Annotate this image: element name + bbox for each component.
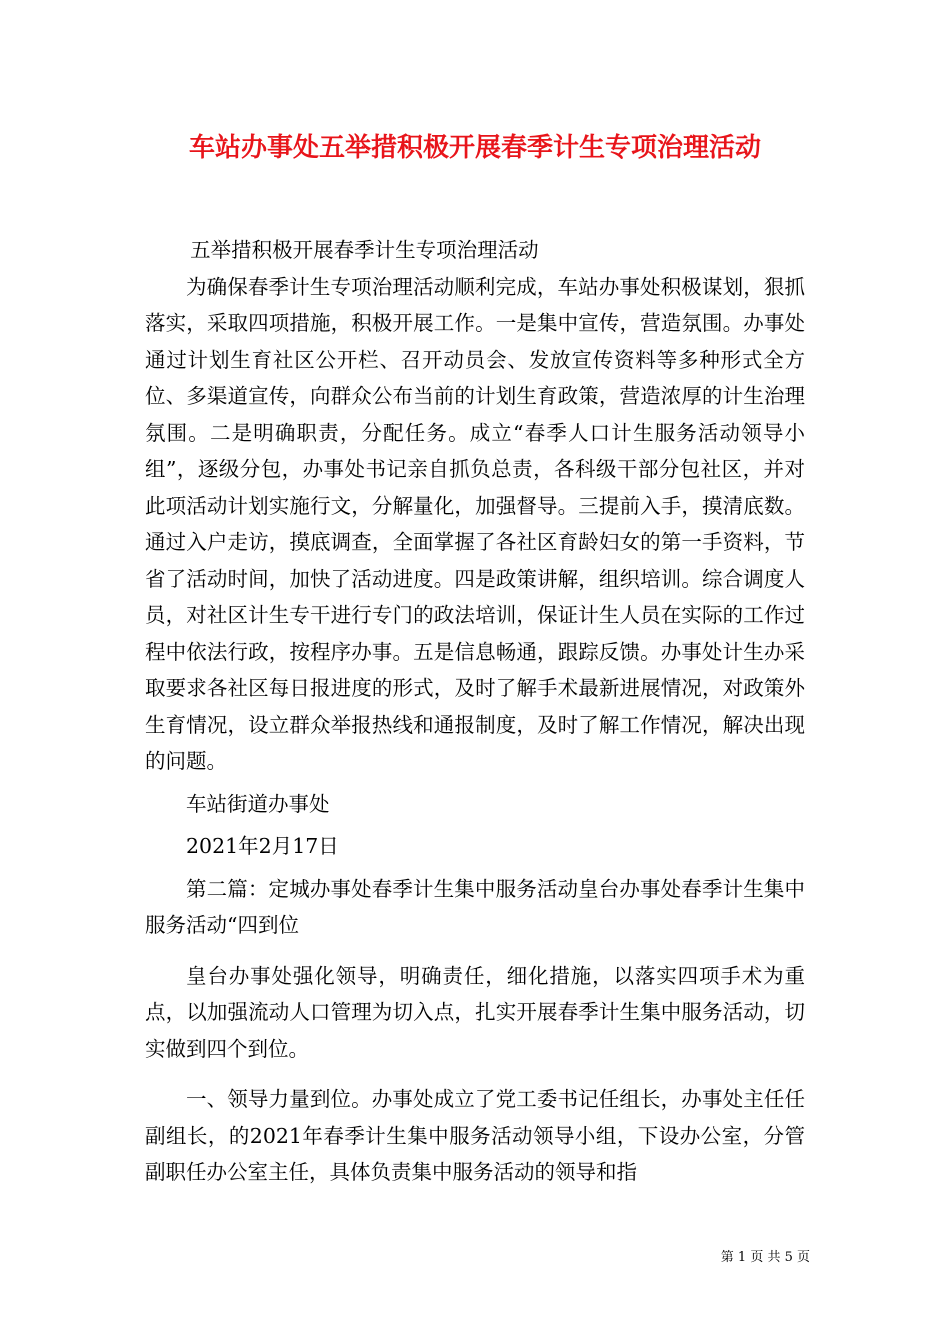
subtitle-paragraph: 五举措积极开展春季计生专项治理活动	[190, 238, 539, 262]
document-body	[145, 232, 805, 1191]
document-title: 车站办事处五举措积极开展春季计生专项治理活动	[188, 133, 761, 163]
body-paragraph-intro: 皇台办事处强化领导，明确责任，细化措施，以落实四项手术为重点，以加强流动人口管理为切入点，扎实开展春季计生集中服务活动，切实做到四个到位。	[145, 963, 805, 1061]
signature-date: 2021年2月17日	[186, 834, 339, 858]
section-heading-second: 第二篇：定城办事处春季计生集中服务活动皇台办事处春季计生集中服务活动“四到位	[145, 876, 805, 937]
body-paragraph-leadership: 一、领导力量到位。办事处成立了党工委书记任组长，办事处主任任副组长，的2021年春季计生集中服务活动领导小组，下设办公室，分管副职任办公室主任，具体负责集中服务活动的领导和指	[145, 1087, 805, 1184]
page-number-footer: 第 1 页 共 5 页	[720, 1250, 810, 1265]
body-paragraph-main: 为确保春季计生专项治理活动顺利完成，车站办事处积极谋划，狠抓落实，采取四项措施，积极开展工作。一是集中宣传，营造氛围。办事处通过计划生育社区公开栏、召开动员会、发放宣传资料等多种形式全方位、多渠道宣传，向群众公布当前的计划生育政策，营造浓厚的计生治理氛围。二是明确职责，分配任务。成立“春季人口计生服务活动领导小组”，逐级分包，办事处书记亲自抓负总责，各科级干部分包社区，并对此项活动计划实施行文，分解量化，加强督导。三提前入手，摸清底数。通过入户走访，摸底调查，全面掌握了各社区育龄妇女的第一手资料，节省了活动时间，加快了活动进度。四是政策讲解，组织培训。综合调度人员，对社区计生专干进行专门的政法培训，保证计生人员在实际的工作过程中依法行政，按程序办事。五是信息畅通，跟踪反馈。办事处计生办采取要求各社区每日报进度的形式，及时了解手术最新进展情况，对政策外生育情况，设立群众举报热线和通报制度，及时了解工作情况，解决出现的问题。	[145, 274, 805, 773]
signature-organization: 车站街道办事处	[186, 791, 330, 816]
